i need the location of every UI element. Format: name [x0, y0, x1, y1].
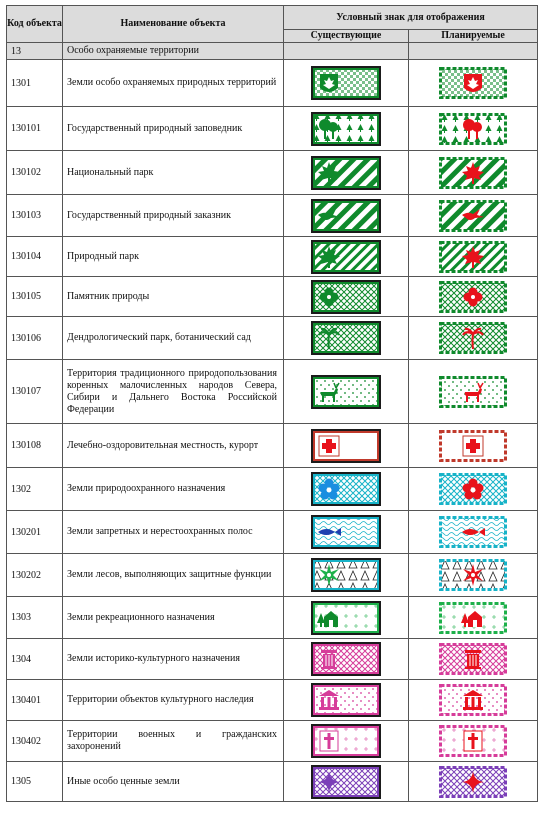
object-code: 1301	[7, 60, 63, 107]
planned-symbol-130106	[439, 322, 507, 354]
object-name: Земли историко-культурного назначения	[63, 639, 284, 680]
header-existing: Существующие	[284, 30, 409, 43]
planned-symbol-cell	[409, 195, 538, 237]
leaf-shield-icon	[464, 74, 482, 92]
existing-symbol-cell	[284, 43, 409, 60]
header-code: Код объекта	[7, 6, 63, 43]
planned-symbol-cell	[409, 107, 538, 151]
table-row	[7, 60, 538, 107]
object-code: 1304	[7, 639, 63, 680]
existing-symbol-130108	[311, 429, 381, 463]
existing-symbol-130402	[311, 724, 381, 758]
planned-symbol-cell	[409, 237, 538, 277]
existing-symbol-1302	[311, 472, 381, 506]
red-cross-icon	[463, 436, 483, 456]
existing-symbol-cell	[284, 107, 409, 151]
object-name: Природный парк	[63, 237, 284, 277]
column-icon	[465, 650, 481, 669]
existing-symbol-1301	[311, 66, 381, 100]
existing-symbol-130202	[311, 558, 381, 592]
planned-symbol-cell	[409, 597, 538, 639]
object-name: Территория традиционного природопользования коренных малочисленных народов Севера, Сибири и Дальнего Востока Российской Федерации	[63, 360, 284, 424]
existing-symbol-cell	[284, 151, 409, 195]
planned-symbol-cell	[409, 680, 538, 721]
table-row	[7, 554, 538, 597]
object-code: 130402	[7, 721, 63, 762]
planned-symbol-130107	[439, 376, 507, 408]
column-icon	[321, 650, 337, 669]
planned-symbol-cell	[409, 639, 538, 680]
object-code: 130401	[7, 680, 63, 721]
planned-symbol-cell	[409, 360, 538, 424]
planned-symbol-130102	[439, 157, 507, 189]
planned-symbol-1303	[439, 602, 507, 634]
planned-symbol-130202	[439, 559, 507, 591]
object-code: 130107	[7, 360, 63, 424]
header-planned: Планируемые	[409, 30, 538, 43]
table-row	[7, 721, 538, 762]
planned-symbol-cell	[409, 43, 538, 60]
existing-symbol-cell	[284, 511, 409, 554]
existing-symbol-130101	[311, 112, 381, 146]
object-code: 130103	[7, 195, 63, 237]
existing-symbol-cell	[284, 424, 409, 468]
planned-symbol-1305	[439, 766, 507, 798]
table-row	[7, 424, 538, 468]
table-row	[7, 195, 538, 237]
existing-symbol-cell	[284, 237, 409, 277]
grave-cross-icon	[464, 731, 482, 751]
object-code: 1305	[7, 762, 63, 802]
table-row	[7, 468, 538, 511]
table-row	[7, 762, 538, 802]
table-row	[7, 360, 538, 424]
existing-symbol-130104	[311, 240, 381, 274]
planned-symbol-130401	[439, 684, 507, 716]
table-row	[7, 107, 538, 151]
existing-symbol-130102	[311, 156, 381, 190]
object-name: Особо охраняемые территории	[63, 43, 284, 60]
object-name: Территории военных и гражданских захоронений	[63, 721, 284, 762]
group-row	[7, 43, 538, 60]
planned-symbol-cell	[409, 721, 538, 762]
table-row	[7, 237, 538, 277]
table-row	[7, 680, 538, 721]
planned-symbol-130105	[439, 281, 507, 313]
planned-symbol-1301	[439, 67, 507, 99]
existing-symbol-1304	[311, 642, 381, 676]
existing-symbol-cell	[284, 639, 409, 680]
existing-symbol-cell	[284, 762, 409, 802]
object-code: 130102	[7, 151, 63, 195]
table-row	[7, 151, 538, 195]
existing-symbol-cell	[284, 597, 409, 639]
planned-symbol-cell	[409, 151, 538, 195]
object-name: Земли лесов, выполняющих защитные функции	[63, 554, 284, 597]
planned-symbol-130402	[439, 725, 507, 757]
table-row	[7, 277, 538, 317]
object-code: 1302	[7, 468, 63, 511]
object-code: 130101	[7, 107, 63, 151]
existing-symbol-130106	[311, 321, 381, 355]
header-name: Наименование объекта	[63, 6, 284, 43]
object-code: 130201	[7, 511, 63, 554]
object-code: 130108	[7, 424, 63, 468]
existing-symbol-130103	[311, 199, 381, 233]
planned-symbol-130108	[439, 430, 507, 462]
existing-symbol-1303	[311, 601, 381, 635]
existing-symbol-cell	[284, 468, 409, 511]
planned-symbol-130103	[439, 200, 507, 232]
planned-symbol-130201	[439, 516, 507, 548]
existing-symbol-cell	[284, 317, 409, 360]
object-name: Земли запретных и нерестоохранных полос	[63, 511, 284, 554]
existing-symbol-130105	[311, 280, 381, 314]
existing-symbol-130201	[311, 515, 381, 549]
object-code: 130106	[7, 317, 63, 360]
planned-symbol-cell	[409, 762, 538, 802]
object-name: Земли природоохранного назначения	[63, 468, 284, 511]
object-name: Государственный природный заказник	[63, 195, 284, 237]
planned-symbol-cell	[409, 554, 538, 597]
planned-symbol-cell	[409, 60, 538, 107]
planned-symbol-cell	[409, 317, 538, 360]
existing-symbol-cell	[284, 360, 409, 424]
planned-symbol-130104	[439, 241, 507, 273]
existing-symbol-1305	[311, 765, 381, 799]
existing-symbol-cell	[284, 277, 409, 317]
object-code: 130202	[7, 554, 63, 597]
planned-symbol-cell	[409, 511, 538, 554]
existing-symbol-cell	[284, 60, 409, 107]
object-name: Земли особо охраняемых природных территорий	[63, 60, 284, 107]
object-name: Памятник природы	[63, 277, 284, 317]
table-row	[7, 317, 538, 360]
table-row	[7, 597, 538, 639]
grave-cross-icon	[320, 731, 338, 751]
existing-symbol-cell	[284, 195, 409, 237]
object-code: 1303	[7, 597, 63, 639]
object-code: 130105	[7, 277, 63, 317]
existing-symbol-cell	[284, 721, 409, 762]
existing-symbol-cell	[284, 554, 409, 597]
object-name: Государственный природный заповедник	[63, 107, 284, 151]
existing-symbol-130401	[311, 683, 381, 717]
object-name: Дендрологический парк, ботанический сад	[63, 317, 284, 360]
planned-symbol-cell	[409, 468, 538, 511]
planned-symbol-1304	[439, 643, 507, 675]
leaf-shield-icon	[320, 74, 338, 92]
object-name: Лечебно-оздоровительная местность, курорт	[63, 424, 284, 468]
planned-symbol-cell	[409, 424, 538, 468]
planned-symbol-1302	[439, 473, 507, 505]
header-symbol-group: Условный знак для отображения	[284, 6, 538, 30]
object-name: Национальный парк	[63, 151, 284, 195]
object-name: Территории объектов культурного наследия	[63, 680, 284, 721]
legend-table	[6, 5, 538, 802]
table-row	[7, 511, 538, 554]
object-code: 130104	[7, 237, 63, 277]
object-code: 13	[7, 43, 63, 60]
table-row	[7, 639, 538, 680]
existing-symbol-cell	[284, 680, 409, 721]
object-name: Земли рекреационного назначения	[63, 597, 284, 639]
planned-symbol-cell	[409, 277, 538, 317]
planned-symbol-130101	[439, 113, 507, 145]
red-cross-icon	[319, 436, 339, 456]
object-name: Иные особо ценные земли	[63, 762, 284, 802]
existing-symbol-130107	[311, 375, 381, 409]
